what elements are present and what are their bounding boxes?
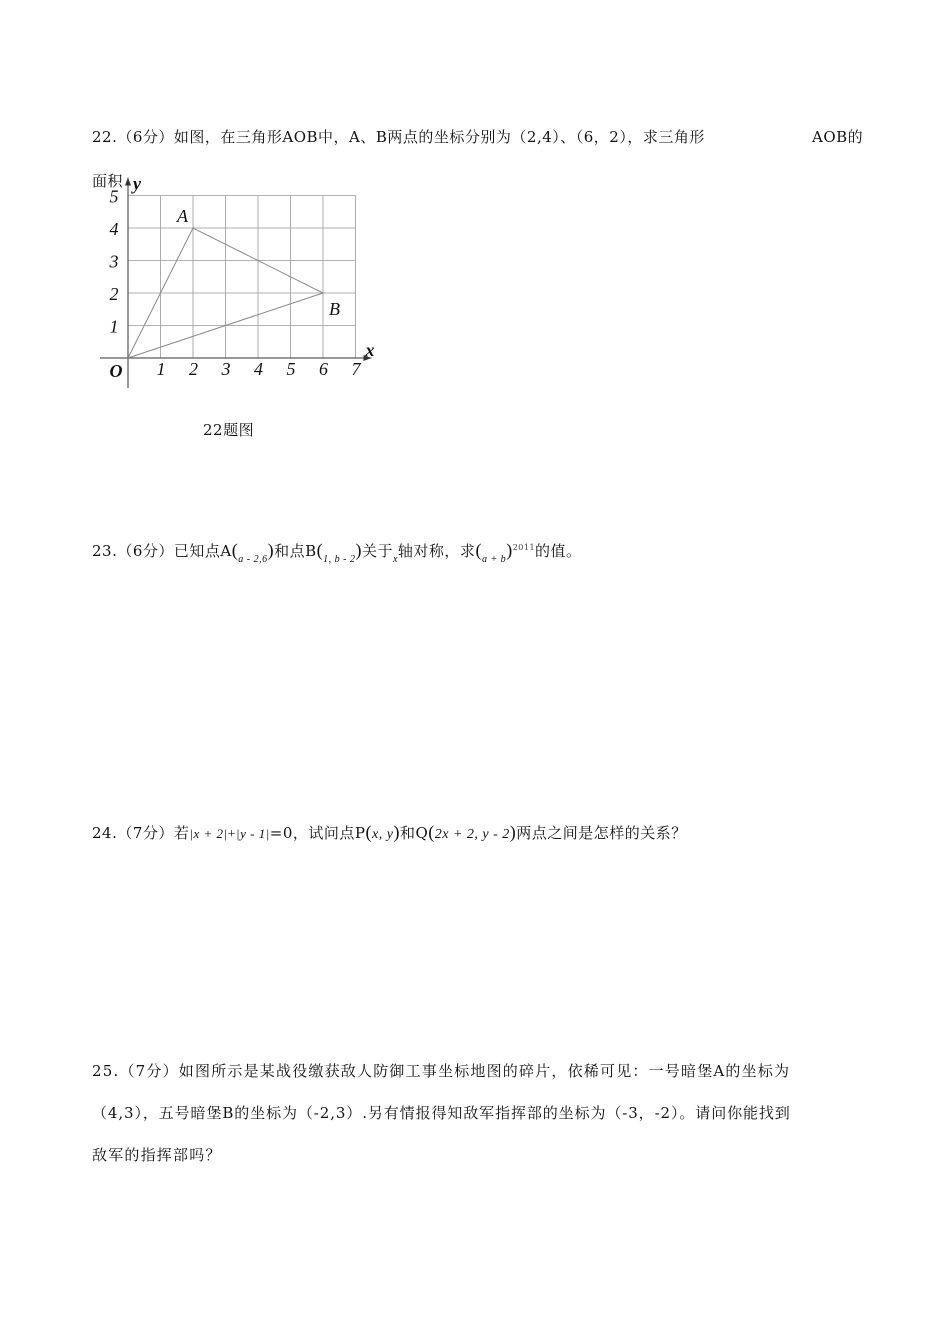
q23-paren-open-expr: ( [475, 540, 482, 560]
q22-text-end: AOB的 [812, 128, 864, 146]
y-tick-label: 2 [109, 284, 119, 304]
q24-line [92, 822, 687, 843]
y-tick-label: 3 [109, 251, 119, 272]
q23-paren-close-expr: ) [506, 540, 513, 560]
y-axis-label: y [133, 173, 141, 194]
caption-text: 22题图 [203, 421, 255, 439]
q24-abs2: |y - 1| [236, 826, 270, 841]
q23-paren-close-b: ) [355, 540, 362, 560]
x-tick-label: 6 [319, 359, 328, 379]
q22-line1 [92, 126, 705, 147]
q23-point-b-coords: 1, b - 2 [323, 554, 356, 565]
q24-abs2-expr: y - 1 [240, 826, 266, 841]
x-tick-label: 2 [189, 359, 198, 379]
q23-sym2: 轴对称，求 [397, 542, 476, 560]
grid [128, 196, 356, 359]
q25-line3 [92, 1144, 222, 1165]
coordinate-figure [90, 172, 390, 392]
point-a-label: A [177, 206, 188, 226]
q22-text: 22.（6分）如图，在三角形AOB中，A、B两点的坐标分别为（2,4）、（6，2），求三角形 [92, 128, 705, 146]
q24-suffix: 两点之间是怎样的关系？ [516, 824, 687, 842]
x-tick-label: 5 [286, 359, 296, 379]
q22-text-line2: 面积 [92, 172, 124, 190]
figure-caption [203, 419, 254, 440]
q23-paren-open-a: ( [231, 540, 239, 560]
q24-abs1: |x + 2| [189, 826, 228, 841]
q25-line1 [92, 1060, 790, 1081]
x-axis-label: x [365, 340, 375, 360]
q24-paren-close-q: ) [509, 822, 517, 842]
q24-paren-open-p: ( [365, 822, 372, 842]
q23-mid: 和点B [274, 542, 317, 560]
q24-q-coords: 2x + 2, y - 2 [434, 827, 510, 842]
q23-paren-open-b: ( [316, 540, 324, 560]
y-tick-label: 1 [109, 316, 119, 337]
q24-p-coords: x, y [372, 827, 394, 842]
q24-plus: + [227, 827, 237, 842]
figure-labels [109, 174, 375, 382]
y-tick-label: 4 [109, 219, 119, 239]
q25-text-2: （4,3），五号暗堡B的坐标为（-2,3）.另有情报得知敌军指挥部的坐标为（-3，-2）。请问你能找到 [92, 1104, 791, 1122]
q24-eq: =0，试问点P [269, 824, 366, 842]
x-tick-label: 1 [156, 359, 166, 379]
q24-and: 和Q [399, 824, 429, 842]
q23-expr: a + b [481, 554, 507, 565]
x-tick-label: 3 [221, 359, 231, 379]
axes [100, 178, 372, 389]
x-tick-label: 7 [351, 359, 361, 379]
q23-line [92, 540, 582, 565]
q24-abs1-expr: x + 2 [193, 826, 224, 841]
y-tick-label: 5 [109, 186, 119, 207]
q24-paren-close-p: ) [393, 822, 400, 842]
q23-point-a-coords: a - 2,6 [238, 554, 268, 565]
q25-text-1: 25.（7分）如图所示是某战役缴获敌人防御工事坐标地图的碎片，依稀可见：一号暗堡A的坐标为 [92, 1062, 791, 1080]
q23-paren-close-a: ) [267, 540, 275, 560]
q25-text-3: 敌军的指挥部吗？ [92, 1146, 222, 1164]
y-axis-arrow-icon [125, 178, 131, 186]
point-b-label: B [329, 299, 340, 319]
q24-paren-open-q: ( [428, 822, 435, 842]
origin-label: O [109, 361, 123, 381]
q23-sym: 关于 [361, 542, 393, 560]
x-tick-label: 4 [254, 359, 263, 379]
q22-line1-end [812, 126, 863, 147]
q23-prefix: 23.（6分）已知点A [92, 542, 232, 560]
q23-suffix: 的值。 [535, 542, 582, 560]
q23-axis: x [392, 554, 398, 565]
q25-line2 [92, 1102, 791, 1123]
q24-prefix: 24.（7分）若 [92, 824, 190, 842]
q23-exponent: 2011 [512, 543, 536, 552]
